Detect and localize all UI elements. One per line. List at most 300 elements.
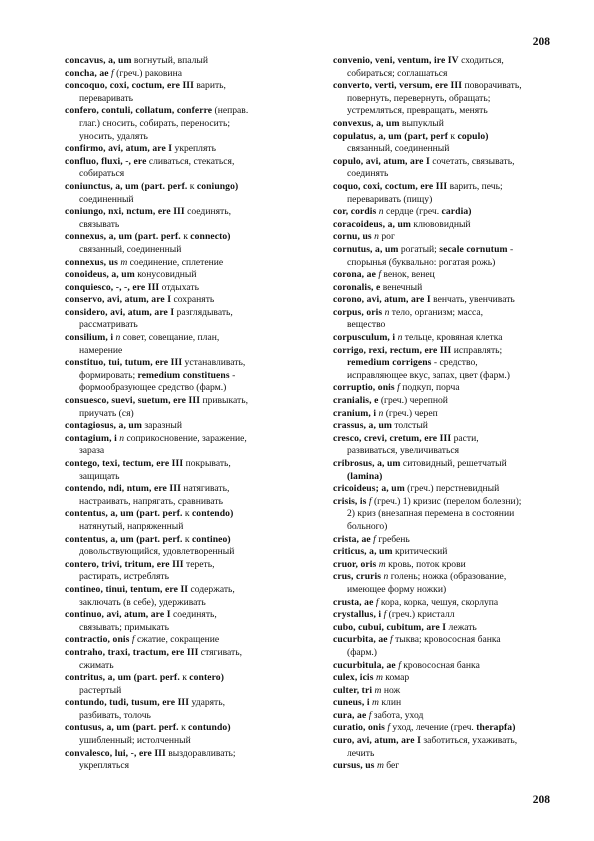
translation: лежать (446, 621, 477, 633)
headword: confluo, fluxi, -, ere (65, 155, 147, 167)
headword: crista, ae (333, 533, 371, 545)
headword: cranium, i (333, 407, 377, 419)
translation: рог (378, 231, 395, 243)
translation: венечный (380, 281, 423, 293)
dictionary-entry (333, 483, 565, 496)
dictionary-entry (65, 748, 315, 761)
translation: венок, венец (381, 269, 435, 281)
headword: connexus, a, um (part. perf. (65, 231, 181, 243)
gender-marker: n (378, 407, 384, 419)
translation: исправлять; (451, 344, 503, 356)
headword-ref: coniungo) (196, 180, 239, 192)
gender-marker: m (378, 558, 386, 570)
dictionary-entry (65, 231, 315, 244)
term: (lamina) (347, 470, 383, 482)
translation: к (178, 722, 189, 734)
entry-continuation: намерение (79, 344, 123, 356)
translation: кора, корка, чешуя, скорлупа (378, 596, 499, 608)
translation: венчать, увенчивать (430, 294, 515, 306)
headword: cranialis, e (333, 395, 379, 407)
dictionary-entry (333, 118, 565, 131)
dictionary-entry (65, 395, 315, 408)
entry-continuation: собираться (79, 168, 125, 180)
translation: совет, совещание, план, (120, 332, 220, 344)
headword-ref: contineo) (191, 533, 231, 545)
headword: copulatus, a, um (part, perf (333, 130, 448, 142)
translation: (греч.) раковина (113, 67, 182, 79)
headword: copulo, avi, atum, are I (333, 155, 430, 167)
dictionary-entry (333, 458, 565, 471)
translation: (греч.) 1) кризис (перелом болезни); (371, 495, 522, 507)
dictionary-entry (333, 672, 565, 685)
dictionary-entry (333, 269, 565, 282)
entry-continuation: зараза (79, 445, 105, 457)
dictionary-entry (65, 697, 315, 710)
headword: crystallus, i (333, 609, 382, 621)
translation: покрывать, (183, 458, 231, 469)
headword: cura, ae (333, 709, 367, 721)
entry-continuation: растирать, истреблять (79, 571, 169, 583)
gender-marker: n (119, 432, 125, 444)
gender-marker: n (115, 332, 121, 344)
headword: contagiosus, a, um (65, 420, 142, 432)
dictionary-entry (65, 156, 315, 169)
headword: convalesco, lui, -, ere III (65, 747, 166, 759)
gender-marker: f (390, 634, 393, 646)
entry-continuation: соединенный (79, 193, 134, 205)
entry-continuation: ушибленный; истолченный (79, 735, 191, 747)
headword: contendo, ndi, ntum, ere III (65, 483, 181, 495)
translation: кровососная банка (400, 659, 480, 671)
translation: поворачивать, (462, 80, 522, 92)
entry-continuation: заключать (в себе), удерживать (79, 596, 206, 608)
translation: расти, (451, 432, 479, 444)
translation: заразный (141, 420, 182, 432)
dictionary-entry (333, 294, 565, 307)
translation: нож (381, 684, 401, 696)
headword: contusus, a, um (part. perf. (65, 722, 179, 734)
dictionary-entry (65, 722, 315, 735)
headword: connexus, us (65, 256, 118, 268)
dictionary-entry (333, 408, 565, 421)
translation: комар (382, 672, 410, 684)
headword: contractio, onis (65, 634, 130, 646)
gender-marker: f (398, 659, 401, 671)
translation: заботиться, ухаживать, (420, 735, 518, 747)
term: remedium corrigens (347, 357, 432, 369)
gender-marker: f (368, 709, 372, 721)
entry-continuation: повернуть, перевернуть, обращать; (347, 92, 491, 104)
headword: criticus, a, um (333, 546, 393, 558)
translation: отдыхать (159, 281, 199, 293)
entry-continuation: рассматривать (79, 319, 138, 331)
dictionary-entry (65, 80, 315, 93)
headword: contagium, i (65, 432, 117, 444)
entry-continuation (333, 471, 565, 484)
translation: кровь, поток крови (385, 558, 466, 570)
dictionary-entry (65, 282, 315, 295)
headword: conservo, avi, atum, are I (65, 294, 172, 306)
headword: cornu, us (333, 231, 372, 243)
headword: cruor, oris (333, 558, 377, 570)
dictionary-entry (333, 559, 565, 572)
translation: рогатый; (398, 243, 440, 255)
gender-marker: f (383, 609, 387, 621)
entry-continuation: разбивать, толочь (79, 709, 151, 721)
headword: cresco, crevi, cretum, ere III (333, 432, 452, 444)
gender-marker: m (375, 672, 383, 684)
translation: варить, печь; (447, 180, 503, 192)
headword: corpusculum, i (333, 332, 396, 344)
gender-marker: n (384, 306, 390, 318)
gender-marker: f (378, 269, 381, 281)
translation: разглядывать, (174, 306, 233, 318)
translation: натягивать, (180, 483, 230, 495)
gender-marker: f (375, 596, 379, 608)
headword: corruptio, onis (333, 382, 395, 394)
translation: варить, (193, 80, 226, 92)
translation: - (507, 243, 514, 255)
dictionary-entry (65, 420, 315, 433)
translation: тереть, (183, 558, 215, 570)
translation: сжатие, сокращение (134, 634, 220, 646)
headword: corona, ae (333, 269, 376, 281)
headword: converto, verti, versum, ere III (333, 80, 463, 92)
gender-marker: f (131, 634, 135, 646)
translation: вогнутый, впалый (131, 55, 209, 66)
entry-continuation: спорынья (буквально: рогатая рожь) (347, 256, 496, 268)
headword: convenio, veni, ventum, ire IV (333, 55, 459, 66)
translation: ситовидный, решетчатый (400, 458, 507, 469)
dictionary-entry (65, 609, 315, 622)
headword: concoquo, coxi, coctum, ere III (65, 80, 194, 92)
translation: сердце (греч. (383, 206, 442, 218)
headword: conquiesco, -, -, ere III (65, 281, 160, 293)
headword: cursus, us (333, 760, 375, 772)
translation: укреплять (172, 143, 216, 155)
headword-ref: contendo) (191, 508, 234, 520)
dictionary-entry (65, 68, 315, 81)
gender-marker: m (374, 684, 382, 696)
headword: corpus, oris (333, 306, 383, 318)
dictionary-entry (65, 269, 315, 282)
headword: curatio, onis (333, 722, 385, 734)
headword: contraho, traxi, tractum, ere III (65, 646, 199, 658)
gender-marker: f (387, 722, 391, 734)
dictionary-entry (65, 634, 315, 647)
dictionary-entry (333, 760, 565, 773)
headword: cucurbitula, ae (333, 659, 396, 671)
dictionary-entry (65, 55, 315, 68)
dictionary-entry (65, 257, 315, 270)
headword: conoideus, a, um (65, 269, 135, 281)
dictionary-entry (65, 332, 315, 345)
headword: culex, icis (333, 672, 374, 684)
translation: подкуп, порча (399, 382, 460, 394)
translation: бег (383, 760, 400, 772)
translation: привыкать, (200, 395, 248, 407)
entry-continuation: лечить (347, 747, 375, 759)
headword: cucurbita, ae (333, 634, 388, 646)
translation: сочетать, связывать, (429, 155, 515, 167)
gender-marker: n (378, 206, 384, 218)
headword-ref: secale cornutum (439, 243, 508, 255)
dictionary-entry (333, 332, 565, 345)
dictionary-entry (333, 433, 565, 446)
dictionary-entry (65, 508, 315, 521)
dictionary-entry (65, 559, 315, 572)
headword: contego, texi, tectum, ere III (65, 458, 184, 469)
dictionary-entry (333, 609, 565, 622)
entry-continuation: связывать; примыкать (79, 621, 170, 633)
dictionary-entry (333, 697, 565, 710)
translation: сходиться, (458, 55, 504, 66)
headword: culter, tri (333, 684, 373, 696)
translation: толстый (391, 420, 428, 432)
headword: concha, ae (65, 67, 109, 79)
translation: клювовидный (411, 218, 471, 230)
headword: contero, trivi, tritum, ere III (65, 558, 184, 570)
translation: соединение, сплетение (127, 256, 224, 268)
translation: (греч.) кристалл (386, 609, 455, 621)
translation: тельце, кровяная клетка (402, 332, 503, 344)
translation: гребень (375, 533, 410, 545)
dictionary-entry (333, 307, 565, 320)
dictionary-entry (333, 546, 565, 559)
dictionary-entry (65, 105, 315, 118)
dictionary-entry (333, 660, 565, 673)
headword: constituo, tui, tutum, ere III (65, 357, 183, 369)
headword: cor, cordis (333, 206, 377, 218)
dictionary-entry (333, 496, 565, 509)
headword: cubo, cubui, cubitum, are I (333, 621, 447, 633)
headword: confirmo, avi, atum, are I (65, 143, 173, 155)
dictionary-entry (333, 181, 565, 194)
dictionary-entry (65, 483, 315, 496)
entry-continuation: довольствующийся, удовлетворенный (79, 546, 235, 558)
dictionary-column-right (333, 55, 565, 773)
translation: (греч.) черепной (378, 395, 448, 407)
gender-marker: m (372, 697, 379, 709)
headword: consilium, i (65, 332, 114, 344)
headword-ref: connecto) (190, 231, 231, 243)
entry-continuation: имеющее форму ножки) (347, 583, 447, 595)
translation: содержать, (188, 583, 235, 595)
dictionary-entry (65, 181, 315, 194)
translation: уход, лечение (греч. (390, 722, 477, 734)
entry-continuation: (фарм.) (347, 646, 377, 658)
dictionary-entry (65, 307, 315, 320)
gender-marker: f (111, 67, 114, 79)
entry-continuation: уносить, удалять (79, 130, 148, 142)
headword-ref: cardia) (441, 206, 472, 218)
dictionary-entry (65, 584, 315, 597)
gender-marker: f (368, 495, 372, 507)
gender-marker: n (383, 571, 389, 583)
dictionary-entry (65, 647, 315, 660)
dictionary-entry (65, 206, 315, 219)
entry-continuation: формообразующее средство (фарм.) (79, 382, 227, 394)
entry-continuation: переваривать (79, 92, 134, 104)
translation: клин (378, 697, 402, 709)
dictionary-entry (333, 282, 565, 295)
headword: corono, avi, atum, are I (333, 294, 431, 306)
entry-continuation: формировать; remedium constituens - (79, 369, 236, 381)
headword: contentus, a, um (part. perf. (65, 533, 183, 545)
entry-continuation: соединять (347, 168, 389, 180)
headword: coronalis, e (333, 281, 381, 293)
headword: concavus, a, um (65, 55, 132, 66)
translation: (греч.) перстневидный (404, 483, 500, 495)
headword-ref: contundo) (188, 722, 231, 734)
translation: тело, организм; масса, (389, 306, 484, 318)
headword: coquo, coxi, coctum, ere III (333, 180, 448, 192)
dictionary-entry (333, 420, 565, 433)
entry-continuation: приучать (ся) (79, 407, 134, 419)
headword: contritus, a, um (part. perf. (65, 672, 180, 684)
headword: consuesco, suevi, suetum, ere III (65, 395, 201, 407)
headword: confero, contuli, collatum, conferre (65, 105, 213, 117)
headword: cornutus, a, um (333, 243, 399, 255)
dictionary-entry (333, 710, 565, 723)
entry-continuation: связанный, соединенный (347, 143, 450, 155)
entry-continuation: 2) криз (внезапная перемена в состоянии (347, 508, 515, 520)
dictionary-entry (333, 244, 565, 257)
dictionary-entry (333, 634, 565, 647)
dictionary-entry (333, 206, 565, 219)
term: remedium constituens (137, 369, 230, 381)
entry-continuation: переваривать (пищу) (347, 193, 433, 205)
dictionary-entry (65, 143, 315, 156)
dictionary-entry (333, 55, 565, 68)
headword-ref: therapfa) (476, 722, 516, 734)
headword: considero, avi, atum, are I (65, 306, 175, 318)
translation: к (448, 130, 458, 142)
dictionary-entry (333, 571, 565, 584)
entry-continuation: устремляться, превращать, менять (347, 105, 488, 117)
headword: corrigo, rexi, rectum, ere III (333, 344, 452, 356)
entry-continuation: больного) (347, 520, 388, 532)
dictionary-entry (333, 622, 565, 635)
translation: голень; ножка (образование, (388, 571, 507, 583)
gender-marker: n (374, 231, 379, 243)
headword: convexus, a, um (333, 117, 400, 129)
translation: соединять, (170, 609, 217, 621)
dictionary-entry (65, 294, 315, 307)
headword: coniunctus, a, um (part. perf. (65, 180, 188, 192)
dictionary-entry (333, 156, 565, 169)
translation: выпуклый (399, 117, 444, 129)
headword: contineo, tinui, tentum, ere II (65, 583, 189, 595)
gender-marker: m (376, 760, 384, 772)
headword: coniungo, nxi, nctum, ere III (65, 206, 185, 218)
dictionary-entry (333, 597, 565, 610)
dictionary-entry (333, 395, 565, 408)
entry-continuation: натянутый, напряженный (79, 520, 184, 532)
dictionary-entry (333, 231, 565, 244)
dictionary-entry (333, 345, 565, 358)
dictionary-column-left (65, 55, 315, 773)
gender-marker: n (397, 332, 403, 344)
headword: cribrosus, a, um (333, 458, 401, 469)
entry-continuation: растертый (79, 684, 122, 696)
headword: continuo, avi, atum, are I (65, 609, 171, 621)
page-number-bottom: 208 (532, 794, 550, 806)
translation: к (182, 533, 192, 545)
gender-marker: m (120, 256, 128, 268)
translation: соединять, (184, 206, 231, 218)
dictionary-entry (65, 357, 315, 370)
dictionary-entry (333, 685, 565, 698)
headword: crusta, ae (333, 596, 374, 608)
dictionary-entry (65, 433, 315, 446)
translation: сливаться, стекаться, (146, 155, 235, 167)
translation: к (179, 672, 190, 684)
translation: (неправ. (212, 105, 249, 117)
translation: ударять, (189, 697, 226, 709)
dictionary-entry (333, 382, 565, 395)
translation: сохранять (171, 294, 215, 306)
dictionary-entry (333, 735, 565, 748)
translation: забота, уход (371, 709, 424, 721)
entry-continuation: связывать (79, 218, 120, 230)
dictionary-entry (65, 672, 315, 685)
gender-marker: f (397, 382, 400, 394)
translation: к (180, 231, 191, 243)
entry-continuation: глаг.) сносить, собирать, переносить; (79, 117, 231, 129)
translation: (греч.) череп (383, 407, 438, 419)
headword: cuneus, i (333, 697, 370, 709)
dictionary-entry (65, 458, 315, 471)
translation: к (187, 180, 197, 192)
entry-continuation: remedium corrigens - средство, (347, 357, 478, 369)
translation: тыква; кровососная банка (392, 634, 501, 646)
headword: coracoideus, a, um (333, 218, 412, 230)
translation: конусовидный (134, 269, 197, 281)
dictionary-entry (65, 534, 315, 547)
translation: к (182, 508, 192, 520)
entry-continuation: сжимать (79, 659, 114, 671)
entry-continuation: развиваться, увеличиваться (347, 445, 460, 457)
headword: curo, avi, atum, are I (333, 735, 421, 747)
translation: выздоравливать; (165, 747, 236, 759)
headword: cricoideus; a, um (333, 483, 405, 495)
entry-continuation: защищать (79, 470, 120, 482)
headword: crus, cruris (333, 571, 382, 583)
headword: contundo, tudi, tusum, ere III (65, 697, 190, 709)
headword: contentus, a, um (part. perf. (65, 508, 183, 520)
headword: crassus, a, um (333, 420, 392, 432)
entry-continuation: собираться; соглашаться (347, 67, 448, 79)
dictionary-entry (333, 131, 565, 144)
dictionary-entry (333, 80, 565, 93)
gender-marker: f (373, 533, 376, 545)
entry-continuation: вещество (347, 319, 386, 331)
headword: crisis, is (333, 495, 367, 507)
entry-continuation: укрепляться (79, 760, 130, 772)
translation: соприкосновение, заражение, (124, 432, 247, 444)
headword-ref: copulo) (457, 130, 489, 142)
dictionary-entry (333, 219, 565, 232)
translation: критический (392, 546, 448, 558)
page-number-top: 208 (532, 36, 550, 48)
translation: устанавливать, (182, 357, 246, 369)
headword-ref: contero) (189, 672, 225, 684)
dictionary-entry (333, 722, 565, 735)
entry-continuation: настраивать, напрягать, сравнивать (79, 495, 223, 507)
entry-continuation: исправляющее вкус, запах, цвет (фарм.) (347, 369, 510, 381)
translation: стягивать, (198, 646, 242, 658)
